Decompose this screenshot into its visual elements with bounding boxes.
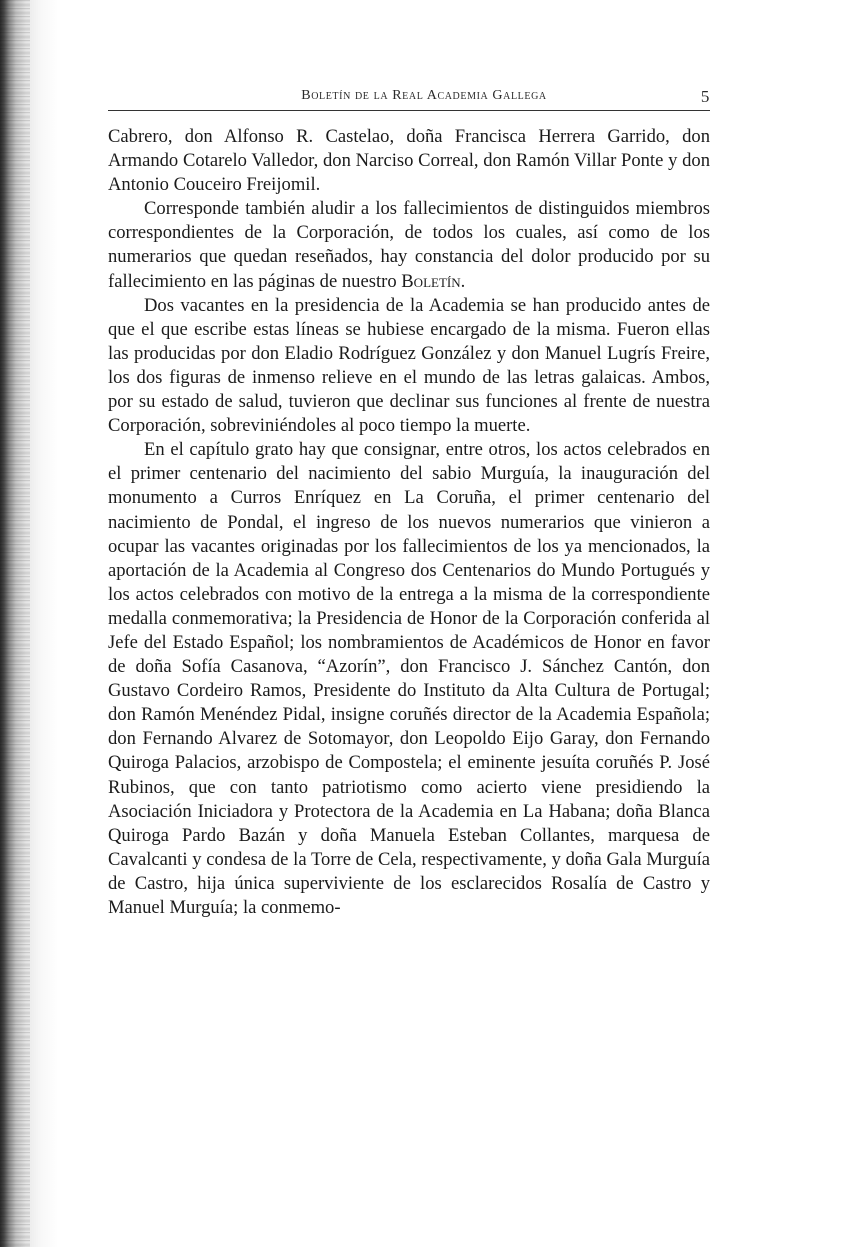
paragraph-2-text: Corresponde también aludir a los fallecimientos de distinguidos miembros correspondientes de la Corporación, de todos los cuales, así como de los numerarios que quedan reseñados, hay constancia del dolor producido por su fallecimiento en las páginas de nuestro (108, 198, 710, 292)
book-spine-shadow (0, 0, 58, 1247)
paragraph-2-end: . (460, 270, 466, 292)
page-body (108, 125, 710, 920)
header-rule (108, 110, 710, 111)
paragraph-2 (108, 197, 710, 293)
paragraph-3: Dos vacantes en la presidencia de la Academia se han producido antes de que el que escribe estas líneas se hubiese encargado de la misma. Fueron ellas las producidas por don Eladio Rodríguez González y don Manuel Lugrís Freire, los dos figuras de inmenso relieve en el mundo de las letras galaicas. Ambos, por su estado de salud, tuvieron que declinar sus funciones al frente de nuestra Corporación, sobreviniéndoles al poco tiempo la muerte. (108, 294, 710, 437)
boletin-smallcaps: Boletín (401, 270, 461, 292)
book-page (108, 82, 710, 920)
paragraph-1: Cabrero, don Alfonso R. Castelao, doña Francisca Herrera Garrido, don Armando Cotarelo Valledor, don Narciso Correal, don Ramón Villar Ponte y don Antonio Couceiro Freijomil. (108, 126, 710, 196)
running-title: Boletín de la Real Academia Gallega (301, 88, 547, 103)
page-number: 5 (700, 87, 710, 106)
paragraph-4: En el capítulo grato hay que consignar, entre otros, los actos celebrados en el primer centenario del nacimiento del sabio Murguía, la inauguración del monumento a Curros Enríquez en La Coruña, el primer centenario del nacimiento de Pondal, el ingreso de los nuevos numerarios que vinieron a ocupar las vacantes originadas por los fallecimientos de los ya mencionados, la aportación de la Academia al Congreso dos Centenarios do Mundo Portugués y los actos celebrados con motivo de la entrega a la misma de la correspondiente medalla conmemorativa; la Presidencia de Honor de la Corporación conferida al Jefe del Estado Español; los nombramientos de Académicos de Honor en favor de doña Sofía Casanova, “Azorín”, don Francisco J. Sánchez Cantón, don Gustavo Cordeiro Ramos, Presidente do Instituto da Alta Cultura de Portugal; don Ramón Menéndez Pidal, insigne coruñés director de la Academia Española; don Fernando Alvarez de Sotomayor, don Leopoldo Eijo Garay, don Fernando Quiroga Palacios, arzobispo de Compostela; el eminente jesuíta coruñés P. José Rubinos, que con tanto patriotismo como acierto viene presidiendo la Asociación Iniciadora y Protectora de la Academia en La Habana; doña Blanca Quiroga Pardo Bazán y doña Manuela Esteban Collantes, marquesa de Cavalcanti y condesa de la Torre de Cela, respectivamente, y doña Gala Murguía de Castro, hija única superviviente de los esclarecidos Rosalía de Castro y Manuel Murguía; la conmemo- (108, 439, 710, 918)
running-header (108, 82, 710, 110)
